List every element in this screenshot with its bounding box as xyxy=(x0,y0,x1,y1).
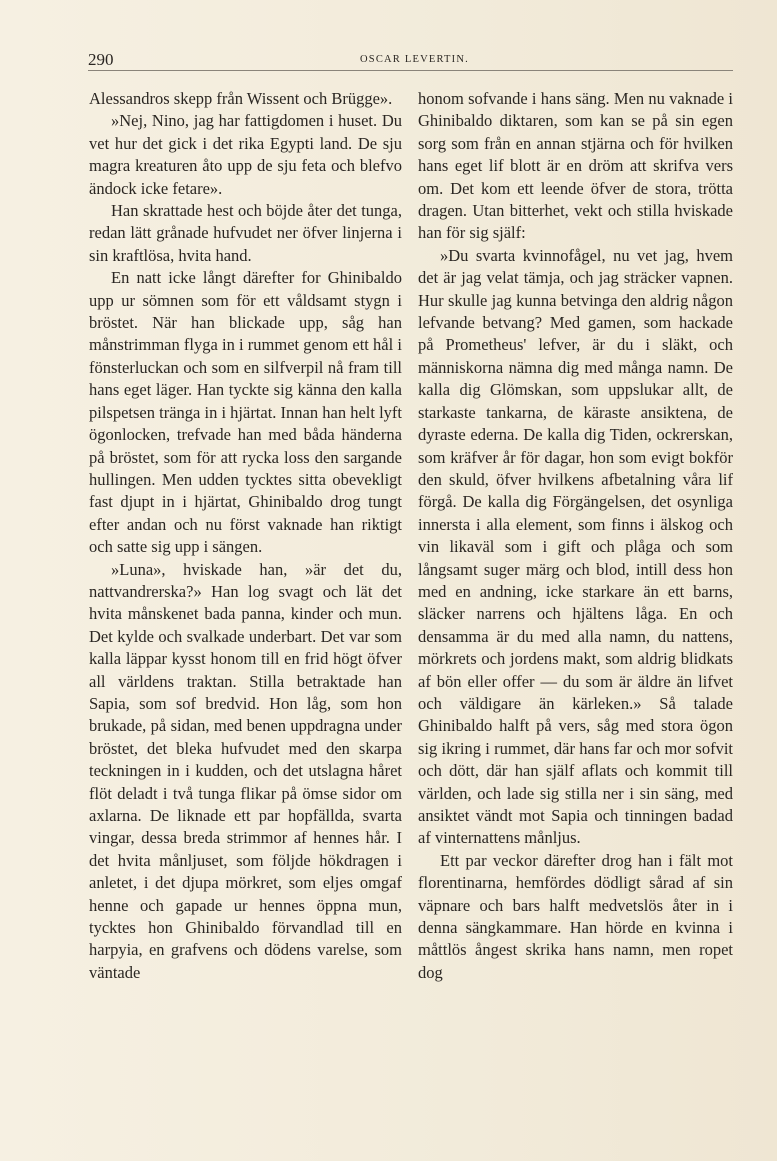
paragraph: »Du svarta kvinnofågel, nu vet jag, hvem det är jag velat tämja, och jag sträcker vapnen. Hur skulle jag kunna betvinga den aldrig någon lefvande betvang? Med gamen, som hackade på Prometheus' lefver, är du i släkt, och människorna nämna dig med många namn. De kalla dig Glömskan, som uppslukar allt, de starkaste tankarna, de käraste ansiktena, de dyraste ederna. De kalla dig Tiden, ockrerskan, som kräfver år för dagar, hon som evigt bokför den skuld, öfver hvilkens afbetalning våra lif förgå. De kalla dig Förgängelsen, det osynliga innersta i alla element, som finns i älskog och vin likaväl som i gift och plåga och som långsamt suger märg och blod, intill dess hon med en andning, icke starkare än ett barns, släcker narrens och hjältens låga. En och densamma är du med alla namn, du nattens, mörkrets och jordens makt, som aldrig blidkats af bön eller offer — du som är äldre än lifvet och väldigare än kärleken.» Så talade Ghinibaldo halft på vers, såg med stora ögon sig ikring i rummet, där hans far och mor sofvit och dött, där han själf aflats och kommit till världen, och lade sig stilla ner i sin säng, med ansiktet vändt mot Sapia och tinningen badad af vinternattens månljus. xyxy=(418,245,733,848)
left-column xyxy=(89,88,402,984)
page-number: 290 xyxy=(88,50,114,69)
paragraph: En natt icke långt därefter for Ghinibaldo upp ur sömnen som för ett våldsamt stygn i bröstet. När han blickade upp, såg han månstrimman flyga in i rummet genom ett hål i fönsterluckan och som en silfverpil nå fram till hans eget läger. Han tyckte sig känna den kalla pilspetsen tränga in i hjärtat. Innan han helt lyft ögonlocken, trefvade han med båda händerna på bröstet, som för att rycka loss den sargande hullingen. Men udden tycktes sitta obevekligt fast djupt in i hjärtat, Ghinibaldo drog tungt efter andan och nu först vaknade han riktigt och satte sig upp i sängen. xyxy=(89,268,402,557)
paragraph: honom sofvande i hans säng. Men nu vaknade i Ghinibaldo diktaren, som kan se på sin egen sorg som från en annan stjärna och för hvilken hans eget lif blott är en dröm att skrifva vers om. Det kom ett leende öfver de stora, trötta dragen. Utan bitterhet, vekt och stilla hviskade han för sig själf: xyxy=(418,89,733,243)
paragraph: Alessandros skepp från Wissent och Brügge». xyxy=(89,89,393,108)
page-header xyxy=(88,50,733,72)
paragraph: »Luna», hviskade han, »är det du, nattvandrerska?» Han log svagt och lät det hvita månskenet bada panna, kinder och mun. Det kylde och svalkade underbart. Det var som kalla läppar kysst honom till en frid högt öfver all världens traktan. Stilla betraktade han Sapia, som sof bredvid. Hon låg, som hon brukade, på sidan, med benen uppdragna under bröstet, det bleka hufvudet med den skarpa teckningen in i kudden, och det utslagna håret flöt deladt i två tunga flikar på ömse sidor om axlarna. De liknade ett par hopfällda, svarta vingar, dessa breda strimmor af hennes hår. I det hvita månljuset, som följde hökdragen i anletet, i det djupa mörkret, som eljes omgaf henne och gapade ur hennes öppna mun, tycktes hon Ghinibaldo förvandlad till en harpyia, en grafvens och dödens varelse, som väntade xyxy=(89,559,402,982)
paragraph: »Nej, Nino, jag har fattigdomen i huset. Du vet hur det gick i det rika Egypti land. De sju magra kreaturen åto upp de sju feta och blefvo ändock icke fetare». xyxy=(89,111,402,198)
header-rule xyxy=(88,70,733,71)
paragraph: Han skrattade hest och böjde åter det tunga, redan lätt grånade hufvudet ner öfver linjerna i sin kraftlösa, hvita hand. xyxy=(89,201,402,265)
right-column xyxy=(418,88,733,984)
paragraph: Ett par veckor därefter drog han i fält mot florentinarna, hemfördes dödligt sårad af sin väpnare och bars halft medvetslös åter in i denna sängkammare. Han hörde en kvinna i måttlös ångest skrika hans namn, men ropet dog xyxy=(418,850,733,982)
running-head: OSCAR LEVERTIN. xyxy=(360,54,469,65)
